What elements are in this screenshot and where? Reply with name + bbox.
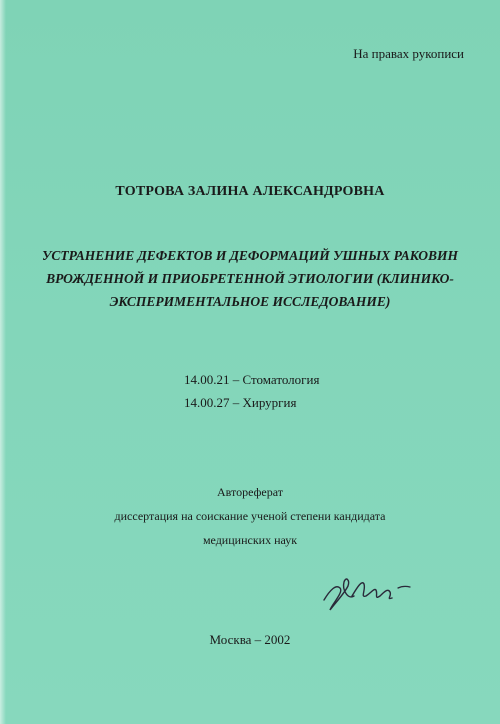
title-line-1: УСТРАНЕНИЕ ДЕФЕКТОВ И ДЕФОРМАЦИЙ УШНЫХ РАКОВИН	[41, 248, 459, 263]
abstract-line-2: диссертация на соискание ученой степени кандидата	[114, 509, 386, 523]
rights-note: На правах рукописи	[353, 46, 464, 61]
city-year: Москва – 2002	[209, 632, 291, 647]
signature-icon	[318, 566, 428, 616]
title-line-3: ЭКСПЕРИМЕНТАЛЬНОЕ ИССЛЕДОВАНИЕ)	[109, 294, 391, 309]
specialty-line-1: 14.00.21 – Стоматология	[184, 372, 320, 387]
specialty-line-2: 14.00.27 – Хирургия	[184, 395, 297, 410]
abstract-note	[0, 480, 500, 552]
dissertation-title	[0, 244, 500, 313]
abstract-line-1: Автореферат	[217, 485, 283, 499]
specialty-codes	[184, 368, 319, 414]
title-line-2: ВРОЖДЕННОЙ И ПРИОБРЕТЕННОЙ ЭТИОЛОГИИ (КЛИНИКО-	[46, 271, 454, 286]
abstract-line-3: медицинских наук	[202, 533, 298, 547]
author-name: ТОТРОВА ЗАЛИНА АЛЕКСАНДРОВНА	[115, 184, 385, 199]
